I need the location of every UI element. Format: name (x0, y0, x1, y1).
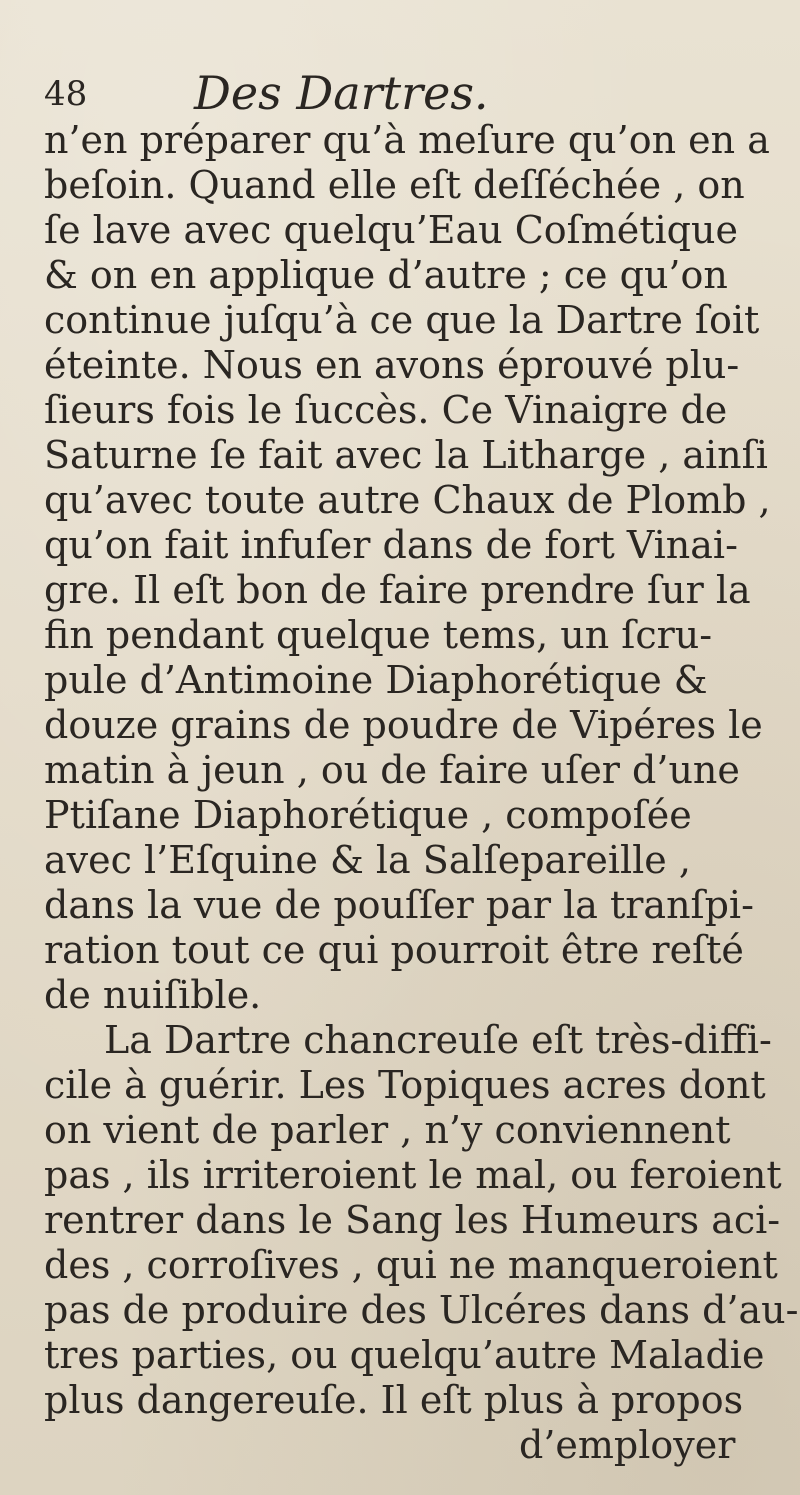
text-line: Ptiſane Diaphorétique , compoſée (44, 793, 692, 837)
paragraph-start-line: La Dartre chancreuſe eſt très-diffi- (104, 1018, 772, 1062)
text-line: qu’avec toute autre Chaux de Plomb , (44, 478, 771, 522)
page-number: 48 (44, 74, 88, 114)
text-line: pas de produire des Ulcéres dans d’au- (44, 1288, 799, 1332)
text-line: douze grains de poudre de Vipéres le (44, 703, 763, 747)
text-line: matin à jeun , ou de faire uſer d’une (44, 748, 740, 792)
text-line: de nuiſible. (44, 973, 262, 1017)
page-header (44, 66, 784, 118)
text-line: gre. Il eſt bon de faire prendre ſur la (44, 568, 751, 612)
text-line: des , corroſives , qui ne manqueroient (44, 1243, 778, 1287)
text-line: pas , ils irriteroient le mal, ou feroient (44, 1153, 782, 1197)
text-line: fin pendant quelque tems, un ſcru- (44, 613, 713, 657)
text-line: dans la vue de pouſſer par la tranſpi- (44, 883, 754, 927)
text-line: n’en préparer qu’à meſure qu’on en a (44, 118, 770, 162)
text-line: avec l’Eſquine & la Salſepareille , (44, 838, 691, 882)
text-line: & on en applique d’autre ; ce qu’on (44, 253, 728, 297)
running-title: Des Dartres. (194, 66, 489, 120)
text-line: éteinte. Nous en avons éprouvé plu- (44, 343, 740, 387)
text-line: rentrer dans le Sang les Humeurs aci- (44, 1198, 781, 1242)
text-line: qu’on fait infuſer dans de fort Vinai- (44, 523, 738, 567)
text-line: cile à guérir. Les Topiques acres dont (44, 1063, 766, 1107)
catchword: d’employer (519, 1423, 736, 1467)
text-line: plus dangereuſe. Il eſt plus à propos (44, 1378, 744, 1422)
body-text (44, 118, 799, 1468)
text-line: beſoin. Quand elle eſt deſſéchée , on (44, 163, 745, 207)
text-line: pule d’Antimoine Diaphorétique & (44, 658, 708, 702)
text-line: ration tout ce qui pourroit être reſté (44, 928, 744, 972)
text-line: ſieurs fois le ſuccès. Ce Vinaigre de (44, 388, 728, 432)
text-line: on vient de parler , n’y conviennent (44, 1108, 731, 1152)
text-line: tres parties, ou quelqu’autre Maladie (44, 1333, 765, 1377)
text-line: continue juſqu’à ce que la Dartre ſoit (44, 298, 760, 342)
text-line: ſe lave avec quelqu’Eau Coſmétique (44, 208, 738, 252)
text-line: Saturne ſe fait avec la Litharge , ainſi (44, 433, 768, 477)
